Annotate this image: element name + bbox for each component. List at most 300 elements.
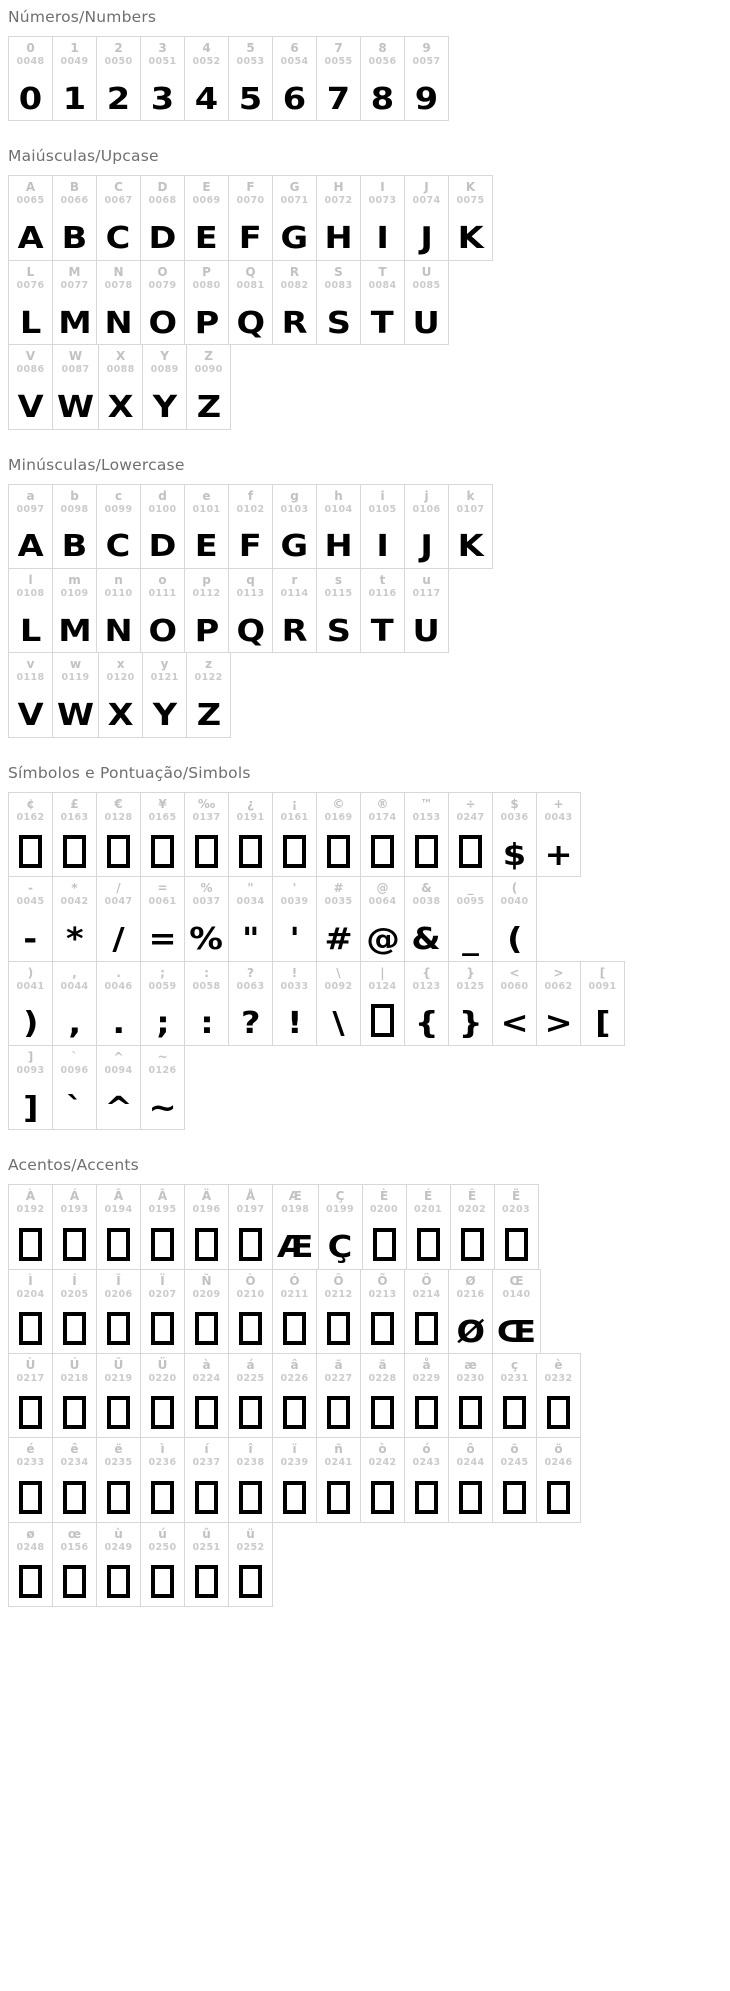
cell-unicode-code: 0239 <box>280 1457 309 1469</box>
cell-unicode-code: 0112 <box>192 587 221 599</box>
cell-reference-char: p <box>202 572 211 587</box>
cell-unicode-code: 0036 <box>500 811 529 823</box>
cell-reference-char: ¥ <box>158 796 167 811</box>
glyph-row <box>8 876 537 961</box>
cell-reference-char: 3 <box>158 41 167 55</box>
cell-unicode-code: 0202 <box>458 1204 487 1216</box>
glyph-preview-area <box>57 385 95 426</box>
glyph-cell <box>361 1354 405 1437</box>
glyph-preview-area <box>365 917 400 958</box>
cell-reference-char: u <box>422 572 431 587</box>
glyph-preview-area <box>239 216 262 257</box>
missing-glyph-box-icon <box>327 1312 350 1345</box>
cell-reference-char: _ <box>467 881 474 896</box>
glyph-cell <box>141 793 185 876</box>
glyph-preview-area <box>62 76 87 117</box>
glyph-preview-area <box>195 524 218 565</box>
missing-glyph-box-icon <box>19 1396 42 1429</box>
glyph-rendering: G <box>280 221 309 257</box>
cell-unicode-code: 0043 <box>544 811 573 823</box>
missing-glyph-box-icon <box>63 1396 86 1429</box>
cell-unicode-code: 0045 <box>16 896 45 908</box>
cell-unicode-code: 0068 <box>148 195 177 207</box>
section-title: Símbolos e Pontuação/Simbols <box>8 763 251 782</box>
glyph-section <box>8 456 720 738</box>
glyph-rendering: ^ <box>104 1090 133 1126</box>
glyph-cell <box>317 37 361 120</box>
glyph-cell <box>537 1354 580 1437</box>
glyph-preview-area <box>107 1562 130 1600</box>
glyph-rendering: V <box>17 390 44 426</box>
glyph-cell <box>405 1354 449 1437</box>
cell-unicode-code: 0049 <box>60 56 89 67</box>
cell-reference-char: b <box>70 488 79 503</box>
glyph-cell <box>229 1354 273 1437</box>
cell-unicode-code: 0153 <box>412 811 441 823</box>
glyph-preview-area <box>461 1225 484 1263</box>
cell-unicode-code: 0093 <box>16 1064 45 1076</box>
glyph-preview-area <box>107 385 134 426</box>
glyph-cell <box>53 261 97 344</box>
glyph-rendering: @ <box>365 922 400 958</box>
glyph-section <box>8 147 720 429</box>
glyph-preview-area <box>324 216 353 257</box>
cell-reference-char: ò <box>378 1442 387 1457</box>
missing-glyph-box-icon <box>459 1481 482 1514</box>
glyph-cell <box>9 261 53 344</box>
glyph-rendering: T <box>371 613 394 649</box>
cell-reference-char: y <box>160 657 169 672</box>
cell-reference-char: V <box>25 349 36 364</box>
glyph-rendering: F <box>239 221 262 257</box>
glyph-preview-area <box>151 1478 174 1516</box>
glyph-rendering: R <box>281 305 308 341</box>
glyph-cell <box>9 1046 53 1129</box>
glyph-preview-area <box>286 1001 303 1042</box>
cell-unicode-code: 0103 <box>280 503 309 515</box>
glyph-cell <box>405 569 448 652</box>
glyph-cell <box>9 569 53 652</box>
glyph-preview-area <box>107 693 134 734</box>
cell-reference-char: ( <box>511 881 518 896</box>
cell-reference-char: R <box>289 264 300 279</box>
glyph-preview-area <box>594 1001 611 1042</box>
glyph-cell <box>99 653 143 736</box>
glyph-rendering: $ <box>502 837 527 873</box>
glyph-cell <box>273 1185 319 1268</box>
glyph-rendering: O <box>148 613 177 649</box>
cell-reference-char: £ <box>70 796 79 811</box>
glyph-cell <box>405 37 448 120</box>
glyph-cell <box>405 793 449 876</box>
glyph-cell <box>317 176 361 259</box>
glyph-preview-area <box>63 1225 86 1263</box>
glyph-cell <box>9 962 53 1045</box>
glyph-rendering: F <box>239 529 262 565</box>
glyph-cell <box>273 569 317 652</box>
glyph-cell <box>97 176 141 259</box>
glyph-cell <box>185 793 229 876</box>
glyph-rendering: [ <box>594 1006 611 1042</box>
glyph-cell <box>143 653 187 736</box>
glyph-preview-area <box>462 917 479 958</box>
missing-glyph-box-icon <box>371 1312 394 1345</box>
missing-glyph-box-icon <box>239 1228 262 1261</box>
cell-unicode-code: 0194 <box>104 1204 133 1216</box>
glyph-rendering: L <box>19 613 42 649</box>
missing-glyph-box-icon <box>371 835 394 868</box>
cell-reference-char: v <box>26 657 35 672</box>
cell-reference-char: U <box>421 264 432 279</box>
cell-unicode-code: 0056 <box>368 56 397 67</box>
glyph-preview-area <box>376 216 389 257</box>
cell-reference-char: 8 <box>378 41 387 55</box>
glyph-preview-area <box>371 1478 394 1516</box>
cell-reference-char: X <box>115 349 126 364</box>
glyph-rendering: > <box>544 1006 573 1042</box>
glyph-cell <box>97 1354 141 1437</box>
glyph-preview-area <box>104 608 133 649</box>
glyph-preview-area <box>57 693 95 734</box>
cell-unicode-code: 0210 <box>236 1288 265 1300</box>
cell-reference-char: - <box>28 881 33 896</box>
glyph-cell <box>97 877 141 960</box>
glyph-row <box>8 1437 581 1522</box>
missing-glyph-box-icon <box>107 1312 130 1345</box>
glyph-preview-area <box>283 1478 306 1516</box>
cell-unicode-code: 0099 <box>104 503 133 515</box>
cell-reference-char: Õ <box>377 1273 388 1288</box>
glyph-cell <box>53 485 97 568</box>
missing-glyph-box-icon <box>151 1565 174 1598</box>
glyph-preview-area <box>19 1225 42 1263</box>
cell-reference-char: ö <box>554 1442 563 1457</box>
glyph-cell <box>53 962 97 1045</box>
missing-glyph-box-icon <box>327 835 350 868</box>
glyph-preview-area <box>239 1393 262 1431</box>
glyph-cell <box>451 1185 495 1268</box>
cell-reference-char: S <box>334 264 343 279</box>
glyph-rendering: 8 <box>370 81 395 117</box>
missing-glyph-box-icon <box>327 1481 350 1514</box>
glyph-rendering: R <box>281 613 308 649</box>
glyph-preview-area <box>503 1393 526 1431</box>
glyph-preview-area <box>327 832 350 870</box>
cell-reference-char: : <box>204 965 209 980</box>
cell-reference-char: Z <box>204 349 213 364</box>
cell-unicode-code: 0033 <box>280 980 309 992</box>
glyph-cell <box>53 1438 97 1521</box>
glyph-preview-area <box>324 917 353 958</box>
glyph-preview-area <box>459 1393 482 1431</box>
glyph-preview-area <box>63 1309 86 1347</box>
cell-unicode-code: 0081 <box>236 279 265 291</box>
glyph-rendering: G <box>280 529 309 565</box>
glyph-preview-area <box>106 76 131 117</box>
glyph-rendering: D <box>148 221 177 257</box>
glyph-rendering: Æ <box>277 1230 314 1266</box>
cell-reference-char: ã <box>334 1358 343 1373</box>
cell-reference-char: 6 <box>290 41 299 55</box>
cell-reference-char: å <box>422 1358 431 1373</box>
cell-reference-char: ~ <box>157 1049 168 1064</box>
glyph-preview-area <box>371 1001 394 1039</box>
cell-unicode-code: 0079 <box>148 279 177 291</box>
missing-glyph-box-icon <box>63 835 86 868</box>
missing-glyph-box-icon <box>239 1396 262 1429</box>
glyph-cell <box>97 569 141 652</box>
glyph-rendering: X <box>107 698 134 734</box>
cell-unicode-code: 0090 <box>194 364 223 376</box>
glyph-preview-area <box>194 300 219 341</box>
glyph-cell <box>141 1046 184 1129</box>
glyph-cell <box>405 877 449 960</box>
glyph-cell <box>185 962 229 1045</box>
cell-unicode-code: 0089 <box>150 364 179 376</box>
cell-reference-char: ) <box>27 965 34 980</box>
glyph-rendering: W <box>57 390 95 426</box>
glyph-cell <box>97 1270 141 1353</box>
glyph-preview-area <box>19 1562 42 1600</box>
missing-glyph-box-icon <box>283 1396 306 1429</box>
glyph-cell <box>317 1354 361 1437</box>
cell-reference-char: c <box>114 488 123 503</box>
glyph-cell <box>537 1438 580 1521</box>
glyph-rendering: L <box>19 305 42 341</box>
cell-reference-char: Q <box>245 264 256 279</box>
glyph-rendering: ( <box>506 922 523 958</box>
glyph-cell <box>363 1185 407 1268</box>
glyph-preview-area <box>195 1309 218 1347</box>
glyph-rendering: C <box>106 221 131 257</box>
glyph-rendering: K <box>457 221 484 257</box>
glyph-rendering: J <box>420 529 433 565</box>
glyph-row <box>8 1269 541 1354</box>
cell-reference-char: Ê <box>467 1189 477 1204</box>
cell-reference-char: É <box>423 1189 433 1204</box>
glyph-cell <box>53 653 99 736</box>
cell-reference-char: A <box>25 180 36 195</box>
glyph-cell <box>97 962 141 1045</box>
glyph-cell <box>185 1270 229 1353</box>
glyph-preview-area <box>22 1001 39 1042</box>
cell-reference-char: Ë <box>511 1189 521 1204</box>
glyph-cell <box>9 1270 53 1353</box>
glyph-row <box>8 1522 273 1607</box>
cell-reference-char: g <box>290 488 299 503</box>
cell-reference-char: Ò <box>245 1273 256 1288</box>
cell-unicode-code: 0216 <box>456 1288 485 1300</box>
glyph-preview-area <box>326 608 351 649</box>
glyph-cell <box>53 793 97 876</box>
glyph-preview-area <box>61 216 88 257</box>
glyph-cell <box>449 1438 493 1521</box>
glyph-preview-area <box>371 1393 394 1431</box>
cell-reference-char: ë <box>114 1442 123 1457</box>
cell-unicode-code: 0066 <box>60 195 89 207</box>
glyph-preview-area <box>277 1225 314 1266</box>
missing-glyph-box-icon <box>195 1481 218 1514</box>
cell-reference-char: Ù <box>25 1358 36 1373</box>
glyph-preview-area <box>148 608 177 649</box>
glyph-cell <box>141 877 185 960</box>
cell-unicode-code: 0059 <box>148 980 177 992</box>
glyph-cell <box>97 1046 141 1129</box>
glyph-cell <box>229 37 273 120</box>
missing-glyph-box-icon <box>195 1312 218 1345</box>
cell-reference-char: 2 <box>114 41 123 55</box>
glyph-preview-area <box>151 1309 174 1347</box>
glyph-preview-area <box>415 1309 438 1347</box>
section-title: Maiúsculas/Upcase <box>8 147 159 166</box>
glyph-preview-area <box>283 1309 306 1347</box>
cell-reference-char: M <box>68 264 81 279</box>
glyph-rendering: . <box>112 1006 125 1042</box>
cell-reference-char: ¡ <box>291 796 298 811</box>
cell-reference-char: ‰ <box>197 796 216 811</box>
glyph-cell <box>141 485 185 568</box>
glyph-row <box>8 175 493 260</box>
cell-reference-char: L <box>26 264 35 279</box>
glyph-cell <box>53 1185 97 1268</box>
cell-unicode-code: 0118 <box>16 672 45 684</box>
cell-unicode-code: 0100 <box>148 503 177 515</box>
glyph-preview-area <box>196 693 221 734</box>
cell-unicode-code: 0072 <box>324 195 353 207</box>
glyph-rendering: , <box>68 1006 81 1042</box>
glyph-preview-area <box>502 832 527 873</box>
glyph-preview-area <box>148 917 177 958</box>
glyph-preview-area <box>238 76 263 117</box>
missing-glyph-box-icon <box>371 1481 394 1514</box>
cell-unicode-code: 0051 <box>148 56 177 67</box>
glyph-rendering: ? <box>240 1006 261 1042</box>
cell-unicode-code: 0241 <box>324 1457 353 1469</box>
cell-reference-char: t <box>379 572 386 587</box>
glyph-cell <box>185 1438 229 1521</box>
cell-reference-char: î <box>248 1442 253 1457</box>
glyph-cell <box>319 1185 363 1268</box>
glyph-preview-area <box>371 832 394 870</box>
glyph-row <box>8 792 581 877</box>
glyph-cell <box>273 1270 317 1353</box>
cell-reference-char: Y <box>160 349 169 364</box>
cell-reference-char: ó <box>422 1442 431 1457</box>
glyph-cell <box>53 176 97 259</box>
glyph-cell <box>273 37 317 120</box>
glyph-cell <box>493 793 537 876</box>
cell-reference-char: Ó <box>289 1273 300 1288</box>
cell-unicode-code: 0163 <box>60 811 89 823</box>
glyph-preview-area <box>420 524 433 565</box>
glyph-cell <box>273 1354 317 1437</box>
glyph-cell <box>229 176 273 259</box>
cell-unicode-code: 0046 <box>104 980 133 992</box>
cell-unicode-code: 0067 <box>104 195 133 207</box>
cell-reference-char: C <box>114 180 123 195</box>
cell-unicode-code: 0123 <box>412 980 441 992</box>
cell-unicode-code: 0113 <box>236 587 265 599</box>
cell-unicode-code: 0174 <box>368 811 397 823</box>
glyph-cell <box>317 261 361 344</box>
glyph-cell <box>141 962 185 1045</box>
cell-reference-char: û <box>202 1526 211 1541</box>
cell-unicode-code: 0234 <box>60 1457 89 1469</box>
glyph-cell <box>141 1185 185 1268</box>
cell-unicode-code: 0044 <box>60 980 89 992</box>
cell-unicode-code: 0080 <box>192 279 221 291</box>
glyph-preview-area <box>376 524 389 565</box>
glyph-cell <box>405 1438 449 1521</box>
glyph-cell <box>229 793 273 876</box>
glyph-rendering: N <box>104 305 133 341</box>
glyph-cell <box>361 793 405 876</box>
glyph-preview-area <box>104 300 133 341</box>
cell-unicode-code: 0042 <box>60 896 89 908</box>
cell-reference-char: o <box>158 572 167 587</box>
cell-unicode-code: 0088 <box>106 364 135 376</box>
cell-reference-char: O <box>157 264 168 279</box>
glyph-cell <box>493 1270 540 1353</box>
glyph-row <box>8 961 625 1046</box>
cell-reference-char: ñ <box>334 1442 343 1457</box>
glyph-preview-area <box>22 1085 39 1126</box>
cell-reference-char: 4 <box>202 41 211 55</box>
glyph-preview-area <box>17 385 44 426</box>
glyph-preview-area <box>148 216 177 257</box>
cell-reference-char: Æ <box>288 1189 302 1204</box>
glyph-cell <box>97 793 141 876</box>
glyph-rendering: V <box>17 698 44 734</box>
cell-reference-char: ç <box>510 1358 519 1373</box>
cell-unicode-code: 0191 <box>236 811 265 823</box>
glyph-rendering: \ <box>332 1006 345 1042</box>
missing-glyph-box-icon <box>459 835 482 868</box>
glyph-preview-area <box>104 1085 133 1126</box>
cell-unicode-code: 0197 <box>236 1204 265 1216</box>
glyph-rendering: 4 <box>194 81 219 117</box>
missing-glyph-box-icon <box>503 1396 526 1429</box>
glyph-cell <box>187 345 230 428</box>
glyph-preview-area <box>459 1478 482 1516</box>
missing-glyph-box-icon <box>195 1228 218 1261</box>
cell-reference-char: Ã <box>157 1189 168 1204</box>
cell-unicode-code: 0125 <box>456 980 485 992</box>
glyph-cell <box>53 569 97 652</box>
cell-unicode-code: 0219 <box>104 1373 133 1385</box>
glyph-cell <box>273 877 317 960</box>
cell-reference-char: f <box>247 488 254 503</box>
glyph-cell <box>407 1185 451 1268</box>
cell-unicode-code: 0074 <box>412 195 441 207</box>
cell-reference-char: D <box>157 180 168 195</box>
cell-unicode-code: 0117 <box>412 587 441 599</box>
glyph-rendering: * <box>65 922 84 958</box>
cell-unicode-code: 0236 <box>148 1457 177 1469</box>
cell-unicode-code: 0095 <box>456 896 485 908</box>
cell-reference-char: Í <box>72 1273 77 1288</box>
glyph-preview-area <box>61 524 88 565</box>
glyph-preview-area <box>417 1225 440 1263</box>
cell-reference-char: K <box>465 180 476 195</box>
glyph-cell <box>405 485 449 568</box>
cell-reference-char: | <box>380 965 385 980</box>
cell-unicode-code: 0058 <box>192 980 221 992</box>
glyph-preview-area <box>112 1001 125 1042</box>
cell-unicode-code: 0097 <box>16 503 45 515</box>
glyph-cell <box>229 569 273 652</box>
glyph-rendering: O <box>148 305 177 341</box>
